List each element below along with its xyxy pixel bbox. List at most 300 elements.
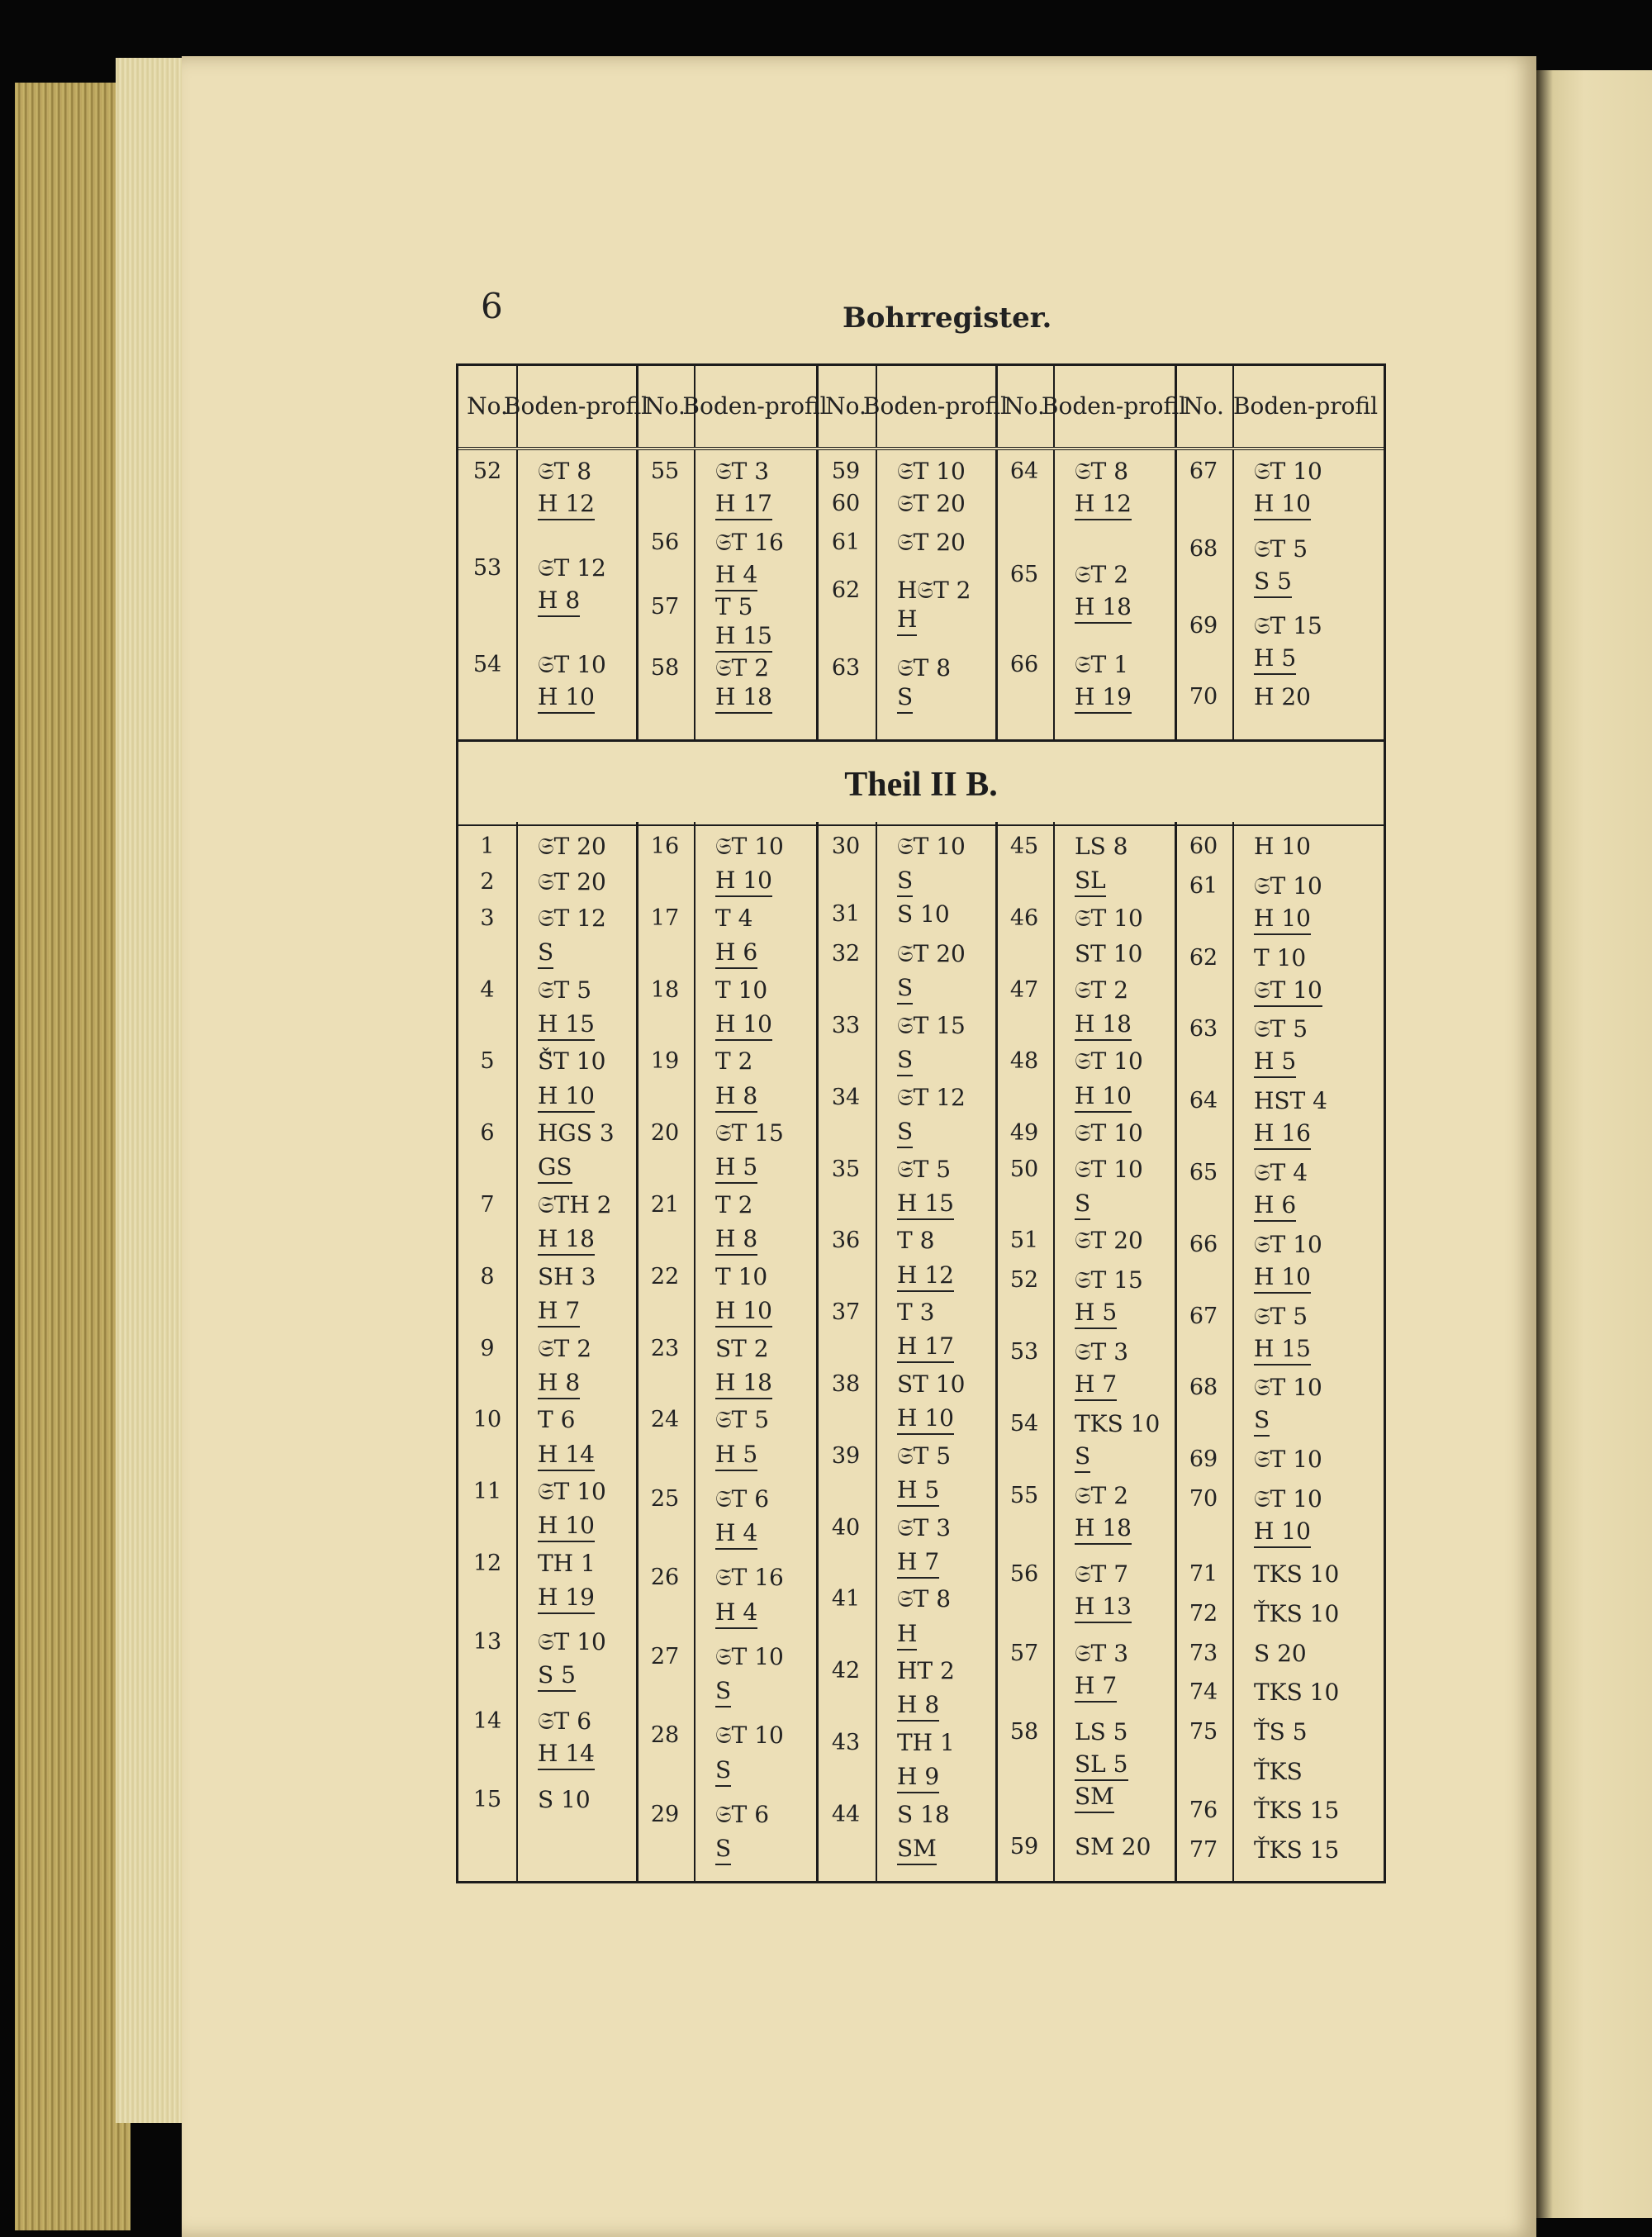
bohrung-number: 53 <box>472 555 502 581</box>
bohrung-number: 55 <box>1009 1482 1039 1508</box>
bohrung-number: 63 <box>1189 1016 1218 1043</box>
header-bodenprofil-line1: Boden- <box>862 392 946 420</box>
bohrung-number: 58 <box>650 654 680 681</box>
column-rule <box>995 366 998 447</box>
bodenprofil-value: S <box>897 1118 913 1148</box>
bodenprofil-value: 𝔖T 2 <box>538 1334 592 1362</box>
part-a-body <box>458 450 1384 739</box>
bohrung-number: 62 <box>1189 944 1218 971</box>
bodenprofil-value: H 6 <box>715 939 757 969</box>
bohrung-number: 72 <box>1189 1600 1218 1627</box>
bodenprofil-value: T 5 <box>715 592 753 620</box>
bodenprofil-value: H 10 <box>538 1083 595 1113</box>
bohrung-number: 36 <box>831 1228 861 1254</box>
bohrung-number: 5 <box>480 1048 495 1075</box>
bohrung-number: 11 <box>472 1479 502 1505</box>
bohrung-number: 69 <box>1189 613 1218 639</box>
bohrung-number: 44 <box>831 1801 861 1827</box>
bohrung-number: 41 <box>831 1586 861 1612</box>
bohrung-number: 18 <box>650 976 680 1003</box>
column-rule <box>1053 366 1055 447</box>
bodenprofil-value: 𝔖T 6 <box>715 1484 770 1513</box>
header-bodenprofil-3 <box>862 366 1009 447</box>
bodenprofil-value: 𝔖T 6 <box>538 1707 592 1735</box>
bodenprofil-value: 𝔖T 10 <box>897 833 966 860</box>
bodenprofil-value: H 18 <box>538 1226 595 1256</box>
bodenprofil-value: H 10 <box>1254 1264 1311 1294</box>
bodenprofil-value: 𝔖T 10 <box>1254 977 1322 1007</box>
header-bodenprofil-5 <box>1232 366 1379 447</box>
bodenprofil-value: ŤKS 10 <box>1254 1599 1340 1627</box>
column-rule <box>694 822 695 1881</box>
header-bodenprofil-line1: Boden- <box>503 392 586 420</box>
bodenprofil-value: 𝔖T 5 <box>715 1406 770 1434</box>
bodenprofil-value: HST 4 <box>1254 1087 1327 1115</box>
bodenprofil-value: H 7 <box>538 1298 580 1327</box>
bohrung-number: 2 <box>480 869 495 895</box>
facing-page-edge <box>1535 70 1652 2218</box>
bodenprofil-value: 𝔖T 10 <box>1254 458 1322 485</box>
bodenprofil-value: H 5 <box>715 1154 757 1184</box>
bodenprofil-value: ST 10 <box>1075 940 1143 968</box>
bodenprofil-value: T 10 <box>715 1262 768 1290</box>
bodenprofil-value: 𝔖T 5 <box>1254 1302 1308 1330</box>
bodenprofil-value: S 10 <box>538 1786 591 1814</box>
bodenprofil-value: 𝔖T 3 <box>715 458 770 485</box>
bodenprofil-value: H 5 <box>897 1477 939 1507</box>
bohrung-number: 27 <box>650 1643 680 1669</box>
bodenprofil-value: 𝔖T 10 <box>1075 1047 1143 1076</box>
section-band <box>458 739 1384 826</box>
bodenprofil-value: H 13 <box>1075 1593 1132 1623</box>
bodenprofil-value: ŤKS 15 <box>1254 1797 1340 1825</box>
column-rule <box>1232 450 1234 739</box>
bodenprofil-value: H 19 <box>1075 684 1132 714</box>
bodenprofil-value: H 7 <box>897 1549 939 1579</box>
column-rule <box>816 366 819 447</box>
bohrung-number: 59 <box>1009 1833 1039 1859</box>
bodenprofil-value: LS 8 <box>1075 833 1128 860</box>
bohrung-number: 64 <box>1189 1088 1218 1114</box>
bohrung-number: 26 <box>650 1565 680 1591</box>
bodenprofil-value: T 2 <box>715 1047 753 1076</box>
bodenprofil-value: 𝔖T 8 <box>897 1585 952 1613</box>
section-title: Theil II B. <box>844 766 998 804</box>
bohrung-number: 13 <box>472 1629 502 1655</box>
bodenprofil-value: H 8 <box>538 1370 580 1399</box>
bodenprofil-value: H 15 <box>715 623 772 653</box>
table-header <box>458 366 1384 450</box>
bohrung-number: 31 <box>831 901 861 928</box>
header-bodenprofil-line1: Boden- <box>1041 392 1124 420</box>
bohrung-number: 40 <box>831 1514 861 1541</box>
bohrung-number: 54 <box>472 652 502 677</box>
bodenprofil-value: H 17 <box>715 491 772 520</box>
bodenprofil-value: S <box>715 1757 731 1787</box>
bodenprofil-value: 𝔖T 12 <box>538 554 606 582</box>
bohrung-number: 39 <box>831 1442 861 1469</box>
bodenprofil-value: HGS 3 <box>538 1119 615 1147</box>
bodenprofil-value: TKS 10 <box>1254 1560 1340 1589</box>
bodenprofil-value: 𝔖T 8 <box>897 653 952 682</box>
header-bodenprofil-line1: Boden- <box>682 392 765 420</box>
bodenprofil-value: H 5 <box>1075 1299 1117 1329</box>
bohrung-number: 74 <box>1189 1679 1218 1706</box>
bodenprofil-value: 𝔖T 2 <box>1075 560 1129 588</box>
bohrung-number: 32 <box>831 941 861 967</box>
bodenprofil-value: SM <box>1075 1783 1114 1813</box>
column-rule <box>516 822 518 1881</box>
bodenprofil-value: LS 5 <box>1075 1717 1128 1745</box>
bodenprofil-value: SM 20 <box>1075 1832 1151 1860</box>
header-bodenprofil-2 <box>682 366 828 447</box>
bodenprofil-value: 𝔖T 15 <box>897 1012 966 1039</box>
bodenprofil-value: 𝔖T 3 <box>1075 1337 1129 1365</box>
bohrung-number: 66 <box>1009 652 1039 677</box>
bodenprofil-value: 𝔖T 10 <box>715 1642 784 1670</box>
bohrung-number: 66 <box>1189 1231 1218 1257</box>
bodenprofil-value: H 8 <box>715 1226 757 1256</box>
bodenprofil-value: T 10 <box>1254 943 1307 971</box>
bodenprofil-value: H 10 <box>1254 1518 1311 1548</box>
bodenprofil-value: H 4 <box>715 562 757 591</box>
bohrung-number: 46 <box>1009 905 1039 931</box>
column-rule <box>694 366 695 447</box>
bodenprofil-value: H 12 <box>538 491 595 520</box>
header-bodenprofil-4 <box>1041 366 1187 447</box>
bohrung-number: 61 <box>831 529 861 555</box>
bohrung-number: 61 <box>1189 872 1218 899</box>
bodenprofil-value: 𝔖T 5 <box>897 1155 952 1183</box>
bodenprofil-value: 𝔖T 16 <box>715 1564 784 1592</box>
bohrung-number: 30 <box>831 834 861 859</box>
bodenprofil-value: HT 2 <box>897 1657 955 1685</box>
bodenprofil-value: S <box>897 684 913 714</box>
bodenprofil-value: 𝔖TH 2 <box>538 1191 612 1218</box>
header-no-3: No. <box>825 392 866 420</box>
bohrung-number: 29 <box>650 1801 680 1827</box>
bodenprofil-value: 𝔖T 10 <box>715 1722 784 1750</box>
bodenprofil-value: 𝔖T 15 <box>1075 1266 1143 1294</box>
column-rule <box>1053 822 1055 1881</box>
bohrung-number: 42 <box>831 1658 861 1684</box>
bodenprofil-value: 𝔖T 10 <box>1254 872 1322 900</box>
bodenprofil-value: S 5 <box>538 1662 576 1692</box>
running-head: Bohrregister. <box>843 302 1052 335</box>
header-bodenprofil-line2: profil <box>945 392 1009 420</box>
bohrung-number: 47 <box>1009 976 1039 1003</box>
bodenprofil-value: H 20 <box>1254 683 1311 710</box>
header-no-1: No. <box>467 392 508 420</box>
bohrung-number: 17 <box>650 905 680 931</box>
bohrung-number: 45 <box>1009 834 1039 859</box>
bodenprofil-value: H 4 <box>715 1599 757 1629</box>
bohrung-number: 35 <box>831 1156 861 1182</box>
bodenprofil-value: ŤS 5 <box>1254 1717 1308 1745</box>
bohrung-number: 60 <box>831 491 861 516</box>
bodenprofil-value: H 19 <box>538 1584 595 1614</box>
bodenprofil-value: 𝔖T 10 <box>538 1478 606 1506</box>
bodenprofil-value: 𝔖T 10 <box>538 1628 606 1656</box>
bohrung-number: 67 <box>1189 458 1218 484</box>
header-bodenprofil-line2: profil <box>586 392 649 420</box>
bohrung-number: 71 <box>1189 1561 1218 1588</box>
header-no-4: No. <box>1004 392 1045 420</box>
bodenprofil-value: S <box>1254 1407 1270 1437</box>
bodenprofil-value: S 10 <box>897 900 950 929</box>
bohrung-number: 70 <box>1189 684 1218 710</box>
bodenprofil-value: 𝔖T 4 <box>1254 1158 1308 1186</box>
bodenprofil-value: 𝔖T 5 <box>538 976 592 1004</box>
bohrung-number: 1 <box>480 834 495 859</box>
header-bodenprofil-1 <box>503 366 649 447</box>
bodenprofil-value: 𝔖T 2 <box>715 653 770 682</box>
bohrung-number: 33 <box>831 1013 861 1038</box>
bodenprofil-value: 𝔖T 16 <box>715 528 784 556</box>
bodenprofil-value: H𝔖T 2 <box>897 577 971 605</box>
bohrung-number: 23 <box>650 1335 680 1361</box>
bodenprofil-value: 𝔖T 12 <box>538 904 606 932</box>
bodenprofil-value: 𝔖T 2 <box>1075 976 1129 1004</box>
bodenprofil-value: 𝔖T 20 <box>1075 1227 1143 1255</box>
bodenprofil-value: 𝔖T 10 <box>538 651 606 678</box>
bodenprofil-value: TKS 10 <box>1254 1679 1340 1707</box>
bohrung-number: 28 <box>650 1722 680 1749</box>
bohrung-number: 63 <box>831 654 861 681</box>
bohrung-number: 37 <box>831 1299 861 1326</box>
bohrregister-table <box>456 363 1386 1883</box>
bodenprofil-value: S <box>1075 1190 1090 1220</box>
bohrung-number: 20 <box>650 1120 680 1147</box>
bohrung-number: 50 <box>1009 1156 1039 1182</box>
header-bodenprofil-line2: profil <box>1315 392 1379 420</box>
bohrung-number: 68 <box>1189 1375 1218 1401</box>
bodenprofil-value: 𝔖T 3 <box>897 1513 952 1541</box>
bodenprofil-value: 𝔖T 15 <box>1254 612 1322 640</box>
bodenprofil-value: 𝔖T 10 <box>715 833 784 860</box>
bodenprofil-value: 𝔖T 10 <box>1254 1484 1322 1513</box>
bodenprofil-value: 𝔖T 20 <box>897 528 966 556</box>
bohrung-number: 3 <box>480 905 495 931</box>
bodenprofil-value: T 10 <box>715 976 768 1004</box>
bodenprofil-value: ST 10 <box>897 1370 966 1398</box>
bodenprofil-value: H 8 <box>538 587 580 617</box>
bohrung-number: 22 <box>650 1263 680 1289</box>
bodenprofil-value: H 15 <box>1254 1336 1311 1365</box>
bodenprofil-value: 𝔖T 5 <box>1254 1015 1308 1043</box>
bodenprofil-value: TH 1 <box>897 1729 955 1756</box>
bodenprofil-value: 𝔖T 8 <box>1075 458 1129 485</box>
bodenprofil-value: H 7 <box>1075 1673 1117 1703</box>
bodenprofil-value: ST 2 <box>715 1334 769 1362</box>
bodenprofil-value: H 12 <box>897 1262 954 1292</box>
bodenprofil-value: H 14 <box>538 1741 595 1770</box>
bodenprofil-value: H 5 <box>1254 1048 1296 1078</box>
bodenprofil-value: H 10 <box>1075 1083 1132 1113</box>
bodenprofil-value: S <box>715 1678 731 1707</box>
bodenprofil-value: 𝔖T 12 <box>897 1083 966 1111</box>
bodenprofil-value: H 17 <box>897 1333 954 1363</box>
bodenprofil-value: SH 3 <box>538 1262 596 1290</box>
bodenprofil-value: 𝔖T 10 <box>1254 1230 1322 1258</box>
bohrung-number: 67 <box>1189 1303 1218 1329</box>
bodenprofil-value: 𝔖T 10 <box>1254 1374 1322 1402</box>
bohrung-number: 53 <box>1009 1338 1039 1365</box>
bodenprofil-value: SL 5 <box>1075 1751 1128 1781</box>
column-rule <box>876 822 877 1881</box>
bodenprofil-value: 𝔖T 6 <box>715 1800 770 1828</box>
bodenprofil-value: ŤKS 15 <box>1254 1836 1340 1864</box>
bodenprofil-value: H 5 <box>715 1441 757 1471</box>
bodenprofil-value: 𝔖T 5 <box>897 1441 952 1470</box>
bodenprofil-value: 𝔖T 10 <box>1075 1155 1143 1183</box>
bodenprofil-value: H 9 <box>897 1764 939 1793</box>
bohrung-number: 64 <box>1009 458 1039 484</box>
header-bodenprofil-line2: profil <box>1123 392 1187 420</box>
bohrung-number: 57 <box>650 593 680 620</box>
column-rule <box>516 450 518 739</box>
bodenprofil-value: H 14 <box>538 1441 595 1471</box>
page-number: 6 <box>481 286 503 326</box>
bohrung-number: 54 <box>1009 1410 1039 1437</box>
column-rule <box>995 450 998 739</box>
bohrung-number: 6 <box>480 1120 495 1147</box>
bodenprofil-value: H 10 <box>715 1298 772 1327</box>
bohrung-number: 62 <box>831 577 861 604</box>
bodenprofil-value: T 8 <box>897 1227 935 1255</box>
bodenprofil-value: H 10 <box>1254 905 1311 935</box>
bodenprofil-value: H 10 <box>1254 491 1311 520</box>
bodenprofil-value: T 3 <box>897 1299 935 1327</box>
bohrung-number: 24 <box>650 1407 680 1433</box>
bodenprofil-value: 𝔖T 7 <box>1075 1560 1129 1589</box>
bohrung-number: 16 <box>650 834 680 859</box>
bohrung-number: 9 <box>480 1335 495 1361</box>
bodenprofil-value: H 18 <box>1075 1515 1132 1545</box>
bohrung-number: 49 <box>1009 1120 1039 1147</box>
bodenprofil-value: 𝔖T 10 <box>1075 1119 1143 1147</box>
bohrung-number: 65 <box>1189 1159 1218 1185</box>
bodenprofil-value: 𝔖T 10 <box>1254 1446 1322 1474</box>
bodenprofil-value: SM <box>897 1836 937 1865</box>
bohrung-number: 58 <box>1009 1718 1039 1745</box>
bohrung-number: 14 <box>472 1707 502 1734</box>
bohrung-number: 55 <box>650 458 680 484</box>
bodenprofil-value: H <box>897 606 917 636</box>
bohrung-number: 7 <box>480 1192 495 1218</box>
bohrung-number: 75 <box>1189 1718 1218 1745</box>
bodenprofil-value: H 10 <box>538 684 595 714</box>
bodenprofil-value: S <box>897 975 913 1005</box>
bodenprofil-value: 𝔖T 3 <box>1075 1639 1129 1667</box>
bodenprofil-value: 𝔖T 1 <box>1075 651 1129 678</box>
bodenprofil-value: 𝔖T 20 <box>897 940 966 968</box>
bodenprofil-value: S <box>897 1047 913 1076</box>
part-b-body <box>458 822 1384 1881</box>
bodenprofil-value: GS <box>538 1154 572 1184</box>
bodenprofil-value: H <box>897 1621 917 1650</box>
bodenprofil-value: H 10 <box>538 1513 595 1542</box>
column-rule <box>1232 366 1234 447</box>
header-bodenprofil-line2: profil <box>764 392 828 420</box>
bohrung-number: 70 <box>1189 1485 1218 1512</box>
bodenprofil-value: 𝔖T 15 <box>715 1119 784 1147</box>
bodenprofil-value: 𝔖T 2 <box>1075 1481 1129 1509</box>
bodenprofil-value: S <box>897 867 913 897</box>
bodenprofil-value: H 5 <box>1254 645 1296 675</box>
column-rule <box>1053 450 1055 739</box>
bohrung-number: 68 <box>1189 535 1218 562</box>
bodenprofil-value: H 6 <box>1254 1192 1296 1222</box>
bohrung-number: 48 <box>1009 1048 1039 1075</box>
bohrung-number: 65 <box>1009 561 1039 587</box>
bodenprofil-value: ŤKS <box>1254 1757 1303 1785</box>
bodenprofil-value: T 2 <box>715 1191 753 1218</box>
bodenprofil-value: S <box>538 939 553 969</box>
bodenprofil-value: H 18 <box>1075 594 1132 624</box>
bohrung-number: 52 <box>1009 1267 1039 1294</box>
bodenprofil-value: H 10 <box>715 1011 772 1041</box>
bohrung-number: 12 <box>472 1551 502 1576</box>
bodenprofil-value: H 10 <box>897 1405 954 1435</box>
column-rule <box>816 822 819 1881</box>
column-rule <box>694 450 695 739</box>
bohrung-number: 52 <box>472 458 502 484</box>
bohrung-number: 15 <box>472 1787 502 1813</box>
bohrung-number: 57 <box>1009 1640 1039 1666</box>
bohrung-number: 8 <box>480 1263 495 1289</box>
column-rule <box>1232 822 1234 1881</box>
column-rule <box>1175 366 1177 447</box>
bodenprofil-value: H 12 <box>1075 491 1132 520</box>
bohrung-number: 76 <box>1189 1798 1218 1824</box>
bodenprofil-value: H 16 <box>1254 1120 1311 1150</box>
bodenprofil-value: 𝔖T 5 <box>1254 534 1308 563</box>
bohrung-number: 77 <box>1189 1837 1218 1864</box>
bodenprofil-value: 𝔖T 20 <box>897 490 966 517</box>
bodenprofil-value: H 15 <box>538 1011 595 1041</box>
bohrung-number: 34 <box>831 1084 861 1110</box>
bodenprofil-value: 𝔖T 10 <box>1075 904 1143 932</box>
bohrung-number: 56 <box>1009 1561 1039 1588</box>
bodenprofil-value: TH 1 <box>538 1550 596 1577</box>
header-bodenprofil-line1: Boden- <box>1232 392 1316 420</box>
bodenprofil-value: H 4 <box>715 1520 757 1550</box>
bodenprofil-value: 𝔖T 8 <box>538 458 592 485</box>
bodenprofil-value: 𝔖T 20 <box>538 833 606 860</box>
bohrung-number: 69 <box>1189 1446 1218 1473</box>
header-no-5: No. <box>1183 392 1224 420</box>
bodenprofil-value: H 7 <box>1075 1371 1117 1401</box>
bohrung-number: 59 <box>831 458 861 484</box>
bodenprofil-value: H 15 <box>897 1190 954 1220</box>
bohrung-number: 60 <box>1189 834 1218 859</box>
bodenprofil-value: S 5 <box>1254 568 1292 598</box>
column-rule <box>636 366 638 447</box>
column-rule <box>876 450 877 739</box>
bohrung-number: 43 <box>831 1730 861 1755</box>
bodenprofil-value: Š̌T 10 <box>538 1047 606 1076</box>
column-rule <box>516 366 518 447</box>
bohrung-number: 4 <box>480 976 495 1003</box>
bodenprofil-value: H 18 <box>715 684 772 714</box>
book-page-edges <box>15 83 131 2230</box>
bodenprofil-value: 𝔖T 10 <box>897 458 966 485</box>
bohrung-number: 10 <box>472 1407 502 1433</box>
bodenprofil-value: H 10 <box>715 867 772 897</box>
bodenprofil-value: S 18 <box>897 1800 950 1828</box>
bodenprofil-value: H 18 <box>1075 1011 1132 1041</box>
